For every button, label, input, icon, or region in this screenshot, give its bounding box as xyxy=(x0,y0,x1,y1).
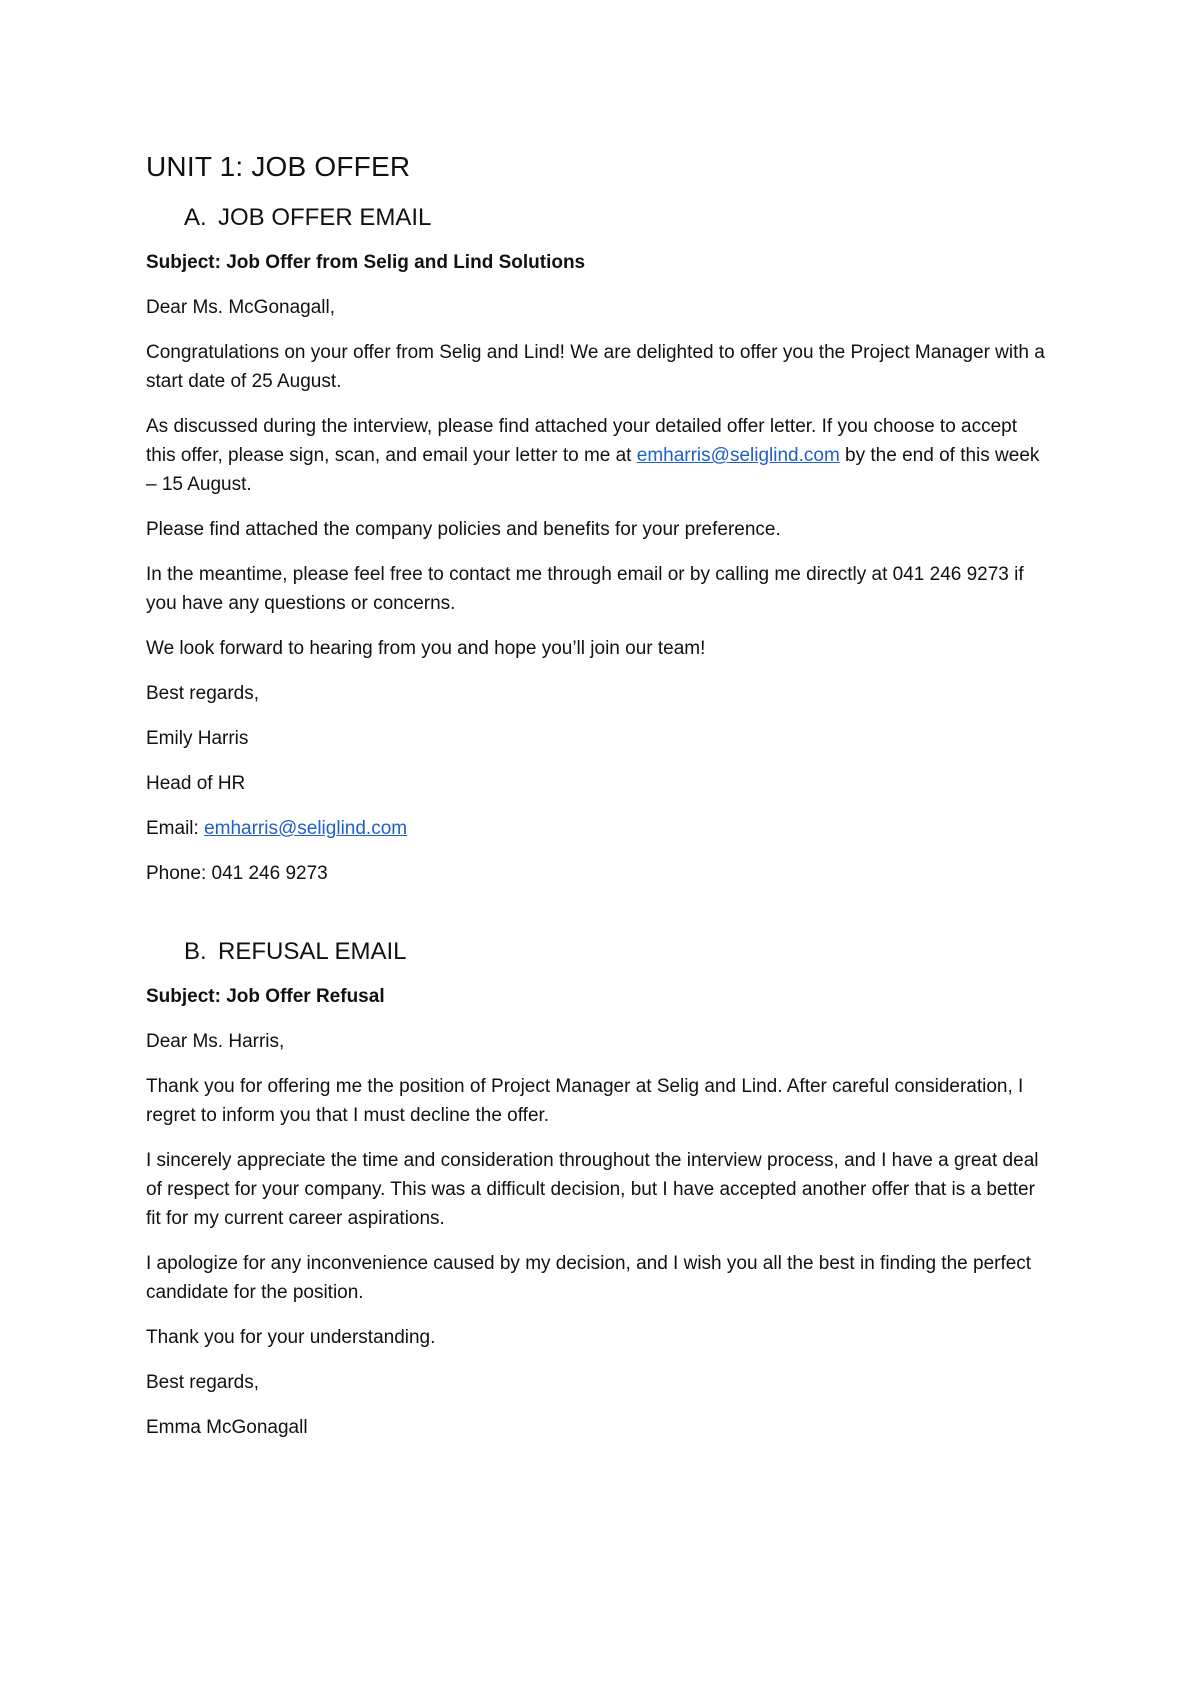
document-body xyxy=(146,150,1046,1458)
offer-greeting: Dear Ms. McGonagall, xyxy=(146,297,336,318)
section-a-title: JOB OFFER EMAIL xyxy=(218,204,432,231)
section-b-marker: B. xyxy=(184,938,207,965)
offer-inline-email-link[interactable]: emharris@seliglind.com xyxy=(636,445,840,466)
offer-signature-email-link[interactable]: emharris@seliglind.com xyxy=(204,818,408,839)
refusal-paragraph-2: I sincerely appreciate the time and consideration throughout the interview process, and I have a great deal of respect for your company. This was a difficult decision, but I have accepted another offer that is a better fit for my current career aspirations. xyxy=(146,1150,1039,1229)
offer-signature-phone: Phone: 041 246 9273 xyxy=(146,863,328,884)
offer-signature-role: Head of HR xyxy=(146,773,246,794)
refusal-greeting: Dear Ms. Harris, xyxy=(146,1031,285,1052)
offer-signature-email xyxy=(146,814,1046,843)
offer-paragraph-4: In the meantime, please feel free to contact me through email or by calling me directly at 041 246 9273 if you have any questions or concerns. xyxy=(146,564,1024,614)
offer-closing: Best regards, xyxy=(146,683,259,704)
refusal-paragraph-4: Thank you for your understanding. xyxy=(146,1327,436,1348)
unit-title: UNIT 1: JOB OFFER xyxy=(146,151,411,182)
offer-subject: Subject: Job Offer from Selig and Lind Solutions xyxy=(146,252,586,273)
refusal-paragraph-1: Thank you for offering me the position of Project Manager at Selig and Lind. After careful consideration, I regret to inform you that I must decline the offer. xyxy=(146,1076,1024,1126)
offer-paragraph-5: We look forward to hearing from you and hope you’ll join our team! xyxy=(146,638,706,659)
refusal-signature-name: Emma McGonagall xyxy=(146,1417,308,1438)
offer-paragraph-2 xyxy=(146,412,1046,499)
refusal-closing: Best regards, xyxy=(146,1372,259,1393)
offer-email-label: Email: xyxy=(146,818,205,839)
offer-paragraph-2-text-after: by the end of this week – 15 August. xyxy=(146,445,1040,495)
section-a-heading xyxy=(184,202,1046,234)
section-spacer xyxy=(146,904,1046,936)
offer-paragraph-1: Congratulations on your offer from Selig and Lind! We are delighted to offer you the Project Manager with a start date of 25 August. xyxy=(146,342,1045,392)
offer-paragraph-2-text-before: As discussed during the interview, please find attached your detailed offer letter. If you choose to accept this offer, please sign, scan, and email your letter to me at xyxy=(146,416,1018,466)
refusal-paragraph-3: I apologize for any inconvenience caused by my decision, and I wish you all the best in finding the perfect candidate for the position. xyxy=(146,1253,1032,1303)
section-b-title: REFUSAL EMAIL xyxy=(218,938,407,965)
section-a-marker: A. xyxy=(184,204,207,231)
section-b-heading xyxy=(184,936,1046,968)
offer-paragraph-3: Please find attached the company policies and benefits for your preference. xyxy=(146,519,781,540)
offer-signature-name: Emily Harris xyxy=(146,728,249,749)
refusal-subject: Subject: Job Offer Refusal xyxy=(146,986,385,1007)
